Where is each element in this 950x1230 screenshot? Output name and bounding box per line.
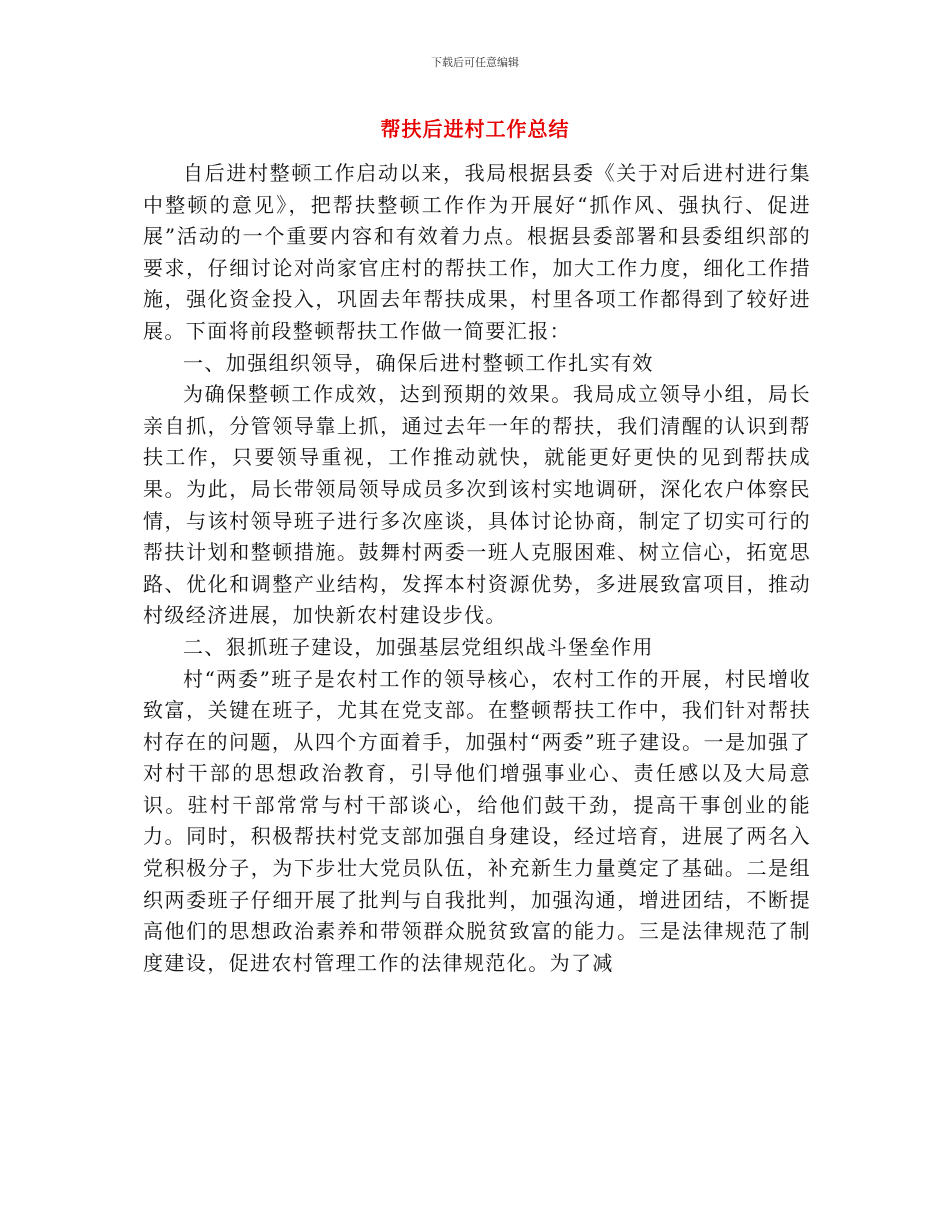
document-body [143, 158, 811, 979]
paragraph-section-1: 为确保整顿工作成效，达到预期的效果。我局成立领导小组，局长亲自抓，分管领导靠上抓，通过去年一年的帮扶，我们清醒的认识到帮扶工作，只要领导重视，工作推动就快，就能更好更快的见到帮扶成果。为此，局长带领局领导成员多次到该村实地调研，深化农户体察民情，与该村领导班子进行多次座谈，具体讨论协商，制定了切实可行的帮扶计划和整顿措施。鼓舞村两委一班人克服困难、树立信心，拓宽思路、优化和调整产业结构，发挥本村资源优势，多进展致富项目，推动村级经济进展，加快新农村建设步伐。 [143, 382, 811, 628]
document-title: 帮扶后进村工作总结 [380, 117, 570, 141]
paragraph-section-2: 村“两委”班子是农村工作的领导核心，农村工作的开展，村民增收致富，关键在班子，尤其在党支部。在整顿帮扶工作中，我们针对帮扶村存在的问题，从四个方面着手，加强村“两委”班子建设。一是加强了对村干部的思想政治教育，引导他们增强事业心、责任感以及大局意识。驻村干部常常与村干部谈心，给他们鼓干劲，提高干事创业的能力。同时，积极帮扶村党支部加强自身建设，经过培育，进展了两名入党积极分子，为下步壮大党员队伍，补充新生力量奠定了基础。二是组织两委班子仔细开展了批判与自我批判，加强沟通，增进团结，不断提高他们的思想政治素养和带领群众脱贫致富的能力。三是法律规范了制度建设，促进农村管理工作的法律规范化。为了减 [143, 666, 811, 975]
page-header-note: 下载后可任意编辑 [431, 56, 519, 69]
section-heading-1: 一、加强组织领导，确保后进村整顿工作扎实有效 [183, 350, 654, 375]
section-heading-2: 二、狠抓班子建设，加强基层党组织战斗堡垒作用 [183, 634, 654, 659]
paragraph-intro: 自后进村整顿工作启动以来，我局根据县委《关于对后进村进行集中整顿的意见》，把帮扶整顿工作作为开展好“抓作风、强执行、促进展”活动的一个重要内容和有效着力点。根据县委部署和县委组织部的要求，仔细讨论对尚家官庄村的帮扶工作，加大工作力度，细化工作措施，强化资金投入，巩固去年帮扶成果，村里各项工作都得到了较好进展。下面将前段整顿帮扶工作做一简要汇报： [143, 161, 811, 343]
